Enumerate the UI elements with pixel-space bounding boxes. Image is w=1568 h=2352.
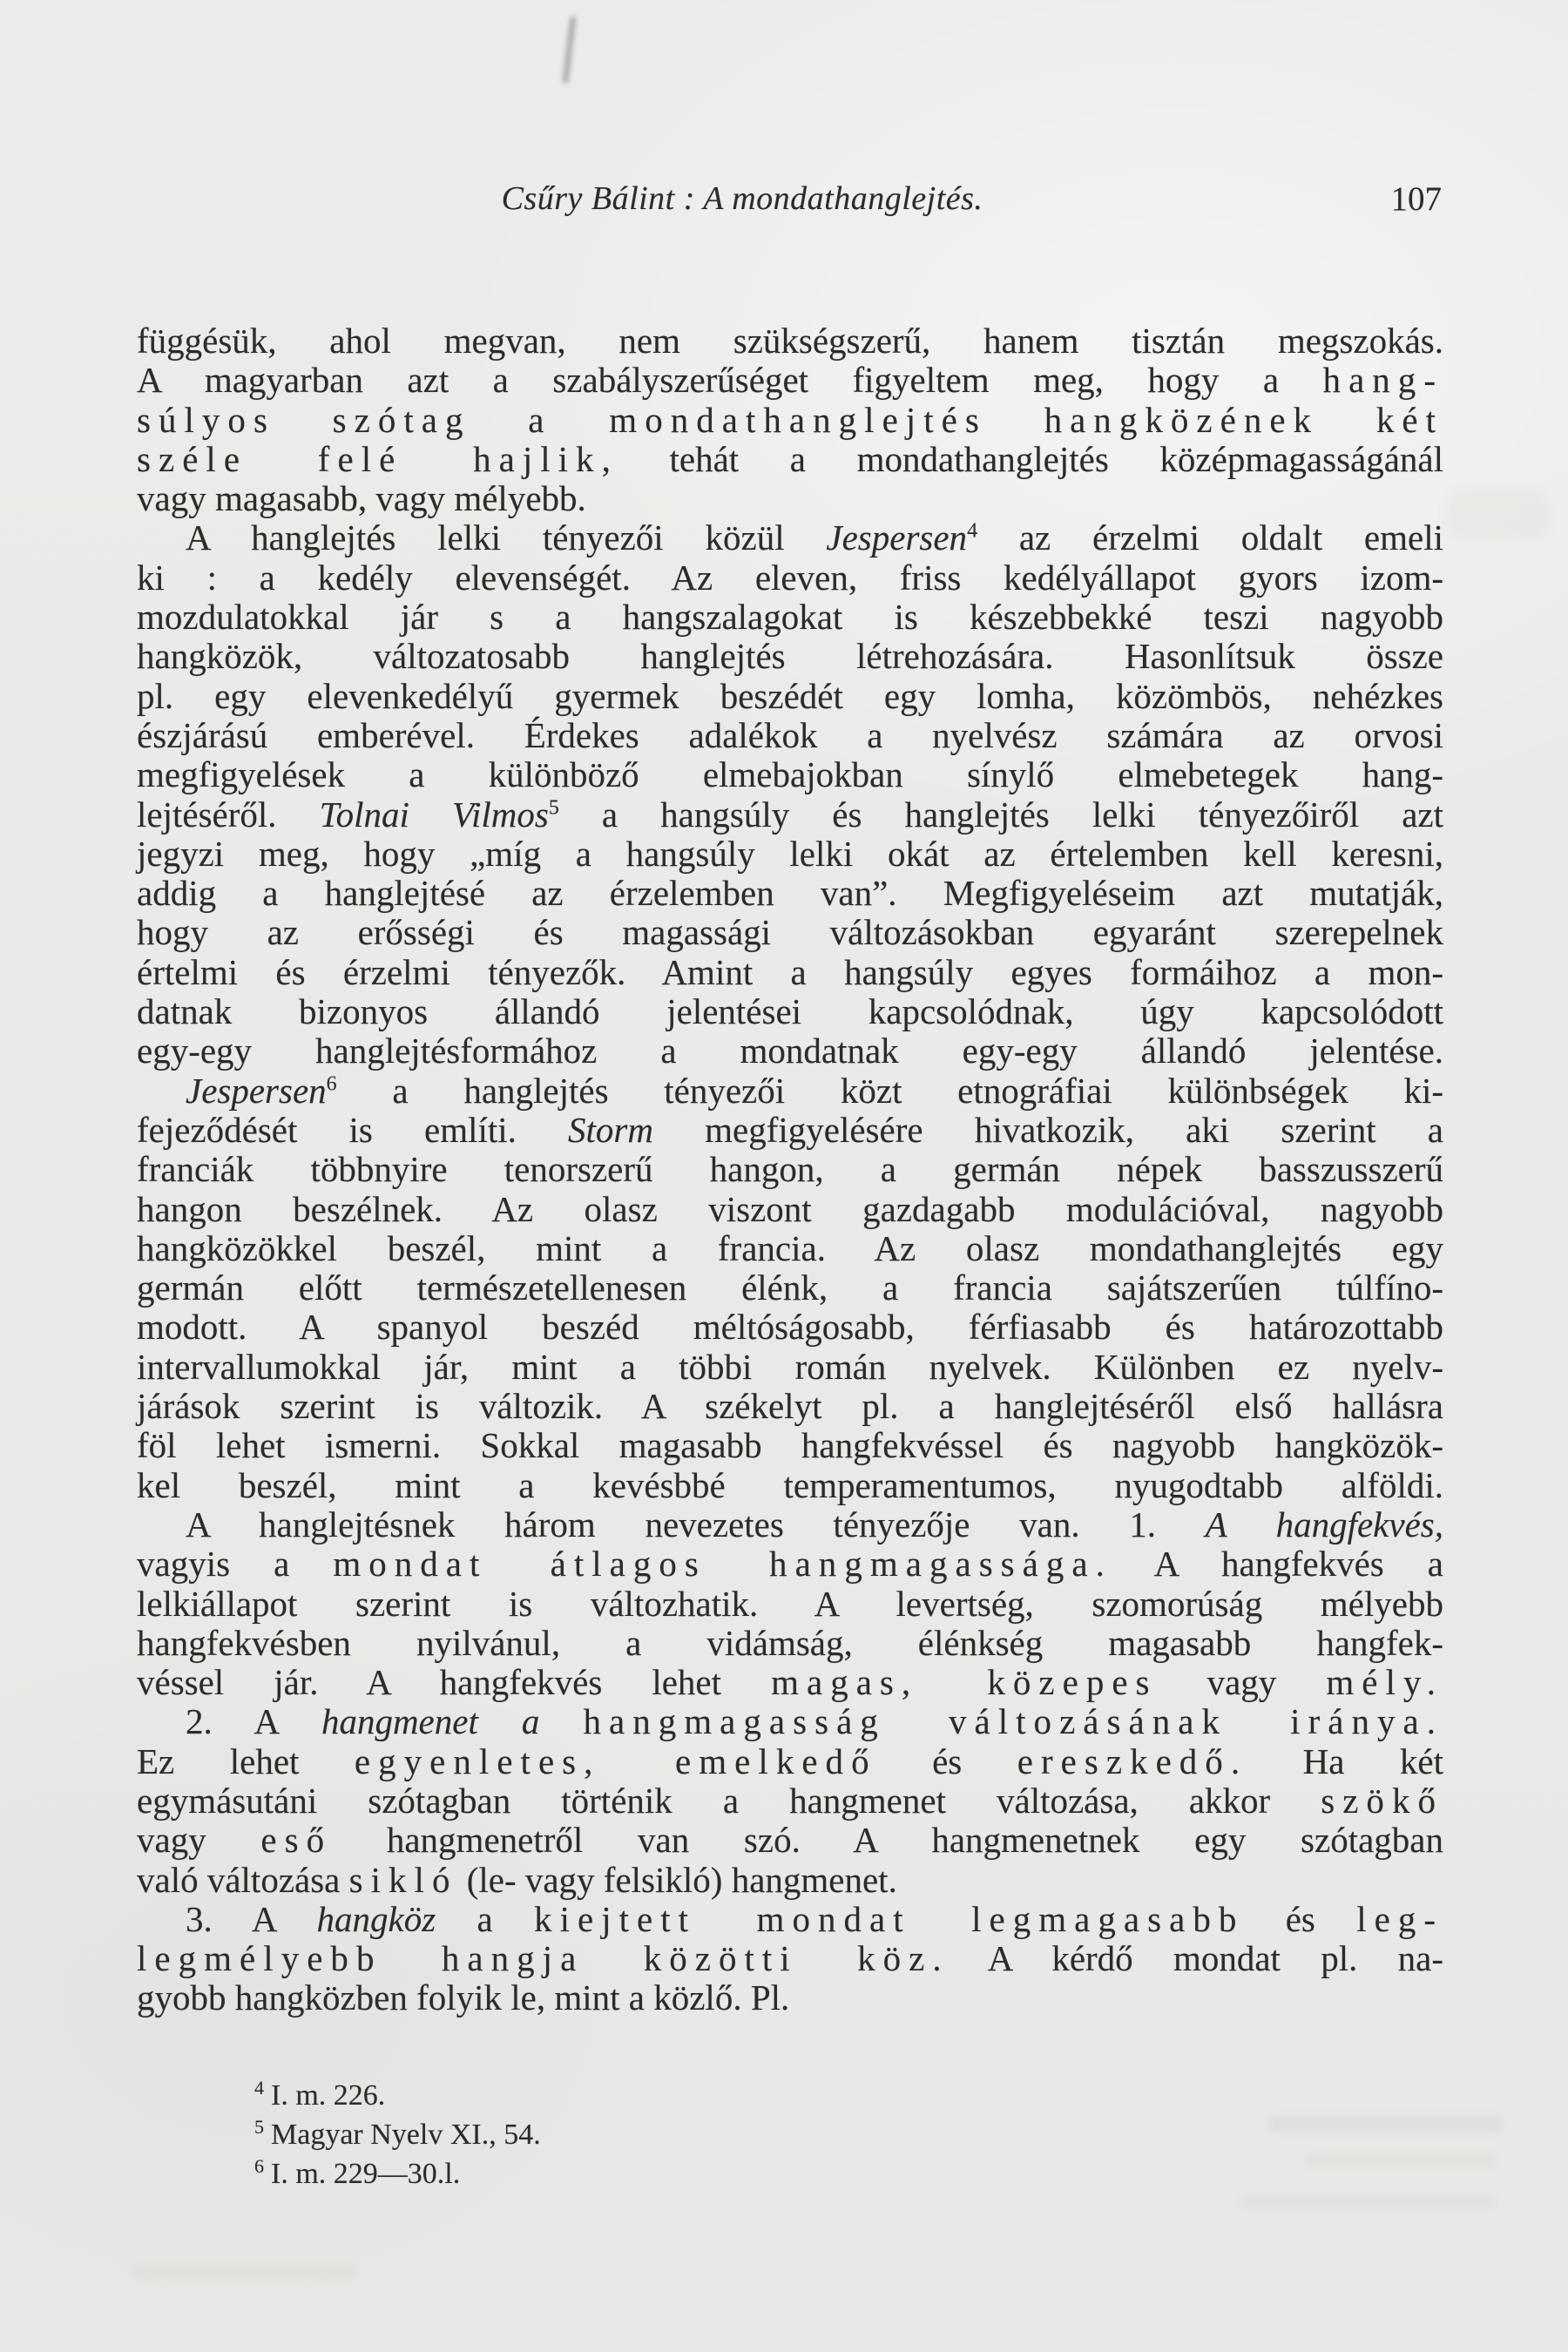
text-line: gyobb hangközben folyik le, mint a közlő. Pl. [137, 1977, 790, 2018]
paragraph [137, 518, 1443, 1071]
text-line: függésük, ahol megvan, nem szükségszerű, hanem tisztán megszokás. [137, 321, 1443, 361]
text-line: hangon beszélnek. Az olasz viszont gazdagabb modulációval, nagyobb [137, 1188, 1443, 1229]
text-line: hogy az erősségi és magassági változásokban egyaránt szerepelnek [137, 912, 1443, 953]
text-line: megfigyelések a különböző elmebajokban sínylő elmebetegek hang- [137, 754, 1443, 795]
bleed-through-artifact [1307, 2153, 1498, 2167]
text-line: A magyarban azt a szabályszerűséget figyeltem meg, hogy a hang- [137, 360, 1443, 401]
text-line: értelmi és érzelmi tényezők. Amint a hangsúly egyes formáihoz a mon- [137, 951, 1443, 992]
scan-artifact [562, 16, 576, 84]
text-line: való változása sikló (le- vagy felsikló) hangmenet. [137, 1859, 897, 1900]
text-line: súlyos szótag a mondathanglejtés hangközének két [137, 399, 1443, 440]
text-line: legmélyebb hangja közötti köz. A kérdő mondat pl. na- [137, 1938, 1443, 1979]
footnote-text: I. m. 229—30.l. [271, 2158, 461, 2190]
text-line: egy-egy hanglejtésformához a mondatnak egy-egy állandó jelentése. [137, 1031, 1443, 1071]
text-line: Jespersen$^6$ a hanglejtés tényezői közt etnográfiai különbségek ki- [186, 1070, 1443, 1111]
text-line: hangközök, változatosabb hanglejtés létrehozására. Hasonlítsuk össze [137, 636, 1443, 677]
text-line: Ez lehet egyenletes, emelkedő és ereszkedő. Ha két [137, 1740, 1443, 1781]
page-number: 107 [1390, 180, 1442, 218]
text-line: hangközökkel beszél, mint a francia. Az olasz mondathanglejtés egy [137, 1227, 1443, 1268]
footnote [254, 2154, 541, 2193]
text-line: fejeződését is említi. Storm megfigyelésére hivatkozik, aki szerint a [137, 1109, 1443, 1150]
text-line: 3. A hangköz a kiejtett mondat legmagasabb és leg- [186, 1898, 1444, 1939]
text-line: vagy magasabb, vagy mélyebb. [137, 478, 586, 519]
footnote-text: I. m. 226. [271, 2079, 386, 2112]
text-line: franciák többnyire tenorszerű hangon, a germán népek basszusszerű [137, 1149, 1443, 1190]
bleed-through-artifact [1446, 488, 1551, 540]
text-line: datnak bizonyos állandó jelentései kapcsolódnak, úgy kapcsolódott [137, 991, 1443, 1032]
footnote [254, 2076, 541, 2115]
text-line: modott. A spanyol beszéd méltóságosabb, férfiasabb és határozottabb [137, 1307, 1443, 1348]
paragraph [137, 1505, 1443, 1702]
text-line: 2. A hangmenet a hangmagasság változásának iránya. [186, 1701, 1443, 1742]
text-line: A hanglejtés lelki tényezői közül Jespersen$^4$ az érzelmi oldalt emeli [186, 517, 1443, 558]
text-line: észjárású emberével. Érdekes adalékok a nyelvész számára az orvosi [137, 714, 1443, 755]
footnote-marker: 4 [254, 2076, 264, 2099]
paragraph [137, 1071, 1443, 1505]
footnote-marker: 5 [254, 2115, 264, 2138]
text-line: lelkiállapot szerint is változhatik. A levertség, szomorúság mélyebb [137, 1583, 1443, 1624]
text-line: jegyzi meg, hogy „míg a hangsúly lelki okát az értelemben kell keresni, [137, 833, 1443, 874]
text-line: kel beszél, mint a kevésbbé temperamentumos, nyugodtabb alföldi. [137, 1464, 1443, 1505]
footnote-text: Magyar Nyelv XI., 54. [271, 2119, 541, 2151]
footnote-marker: 4 [967, 519, 978, 543]
page-header [137, 179, 1443, 223]
text-line: ki : a kedély elevenségét. Az eleven, friss kedélyállapot gyors izom- [137, 557, 1443, 598]
bleed-through-artifact [1237, 2195, 1498, 2209]
text-line: vagy eső hangmenetről van szó. A hangmenetnek egy szótagban [137, 1820, 1443, 1861]
footnote-marker: 6 [254, 2154, 264, 2177]
text-line: germán előtt természetellenesen élénk, a francia sajátszerűen túlfíno- [137, 1267, 1443, 1308]
text-line: pl. egy elevenkedélyű gyermek beszédét egy lomha, közömbös, nehézkes [137, 675, 1443, 716]
text-line: föl lehet ismerni. Sokkal magasabb hangfekvéssel és nagyobb hangközök- [137, 1425, 1443, 1466]
paragraph [137, 1702, 1443, 1899]
text-line: addig a hanglejtésé az érzelemben van”. Megfigyeléseim azt mutatják, [137, 873, 1443, 914]
text-line: vagyis a mondat átlagos hangmagassága. A hangfekvés a [137, 1544, 1443, 1585]
text-line: mozdulatokkal jár s a hangszalagokat is készebbekké teszi nagyobb [137, 597, 1443, 638]
body-text [137, 321, 1443, 2018]
text-line: intervallumokkal jár, mint a többi román nyelvek. Különben ez nyelv- [137, 1346, 1443, 1387]
text-line: A hanglejtésnek három nevezetes tényezője van. 1. A hangfekvés, [186, 1504, 1443, 1544]
text-line: lejtéséről. Tolnai Vilmos$^5$ a hangsúly és hanglejtés lelki tényezőiről azt [137, 794, 1444, 835]
text-line: egymásutáni szótagban történik a hangmenet változása, akkor szökő [137, 1780, 1443, 1821]
paragraph [137, 321, 1443, 518]
footnote-marker: 5 [548, 795, 559, 819]
text-line: széle felé hajlik, tehát a mondathanglejtés középmagasságánál [137, 438, 1444, 479]
bleed-through-artifact [1267, 2115, 1503, 2132]
footnotes [254, 2076, 541, 2193]
text-line: véssel jár. A hangfekvés lehet magas, közepes vagy mély. [137, 1662, 1443, 1703]
text-line: járások szerint is változik. A székelyt pl. a hanglejtéséről első hallásra [137, 1386, 1443, 1427]
text-line: hangfekvésben nyilvánul, a vidámság, élénkség magasabb hangfek- [137, 1622, 1443, 1663]
paragraph [137, 1900, 1443, 2018]
footnote-marker: 6 [326, 1071, 337, 1095]
running-head-title: Csűry Bálint : A mondathanglejtés. [501, 180, 983, 217]
footnote [254, 2115, 541, 2154]
bleed-through-artifact [131, 2265, 357, 2279]
